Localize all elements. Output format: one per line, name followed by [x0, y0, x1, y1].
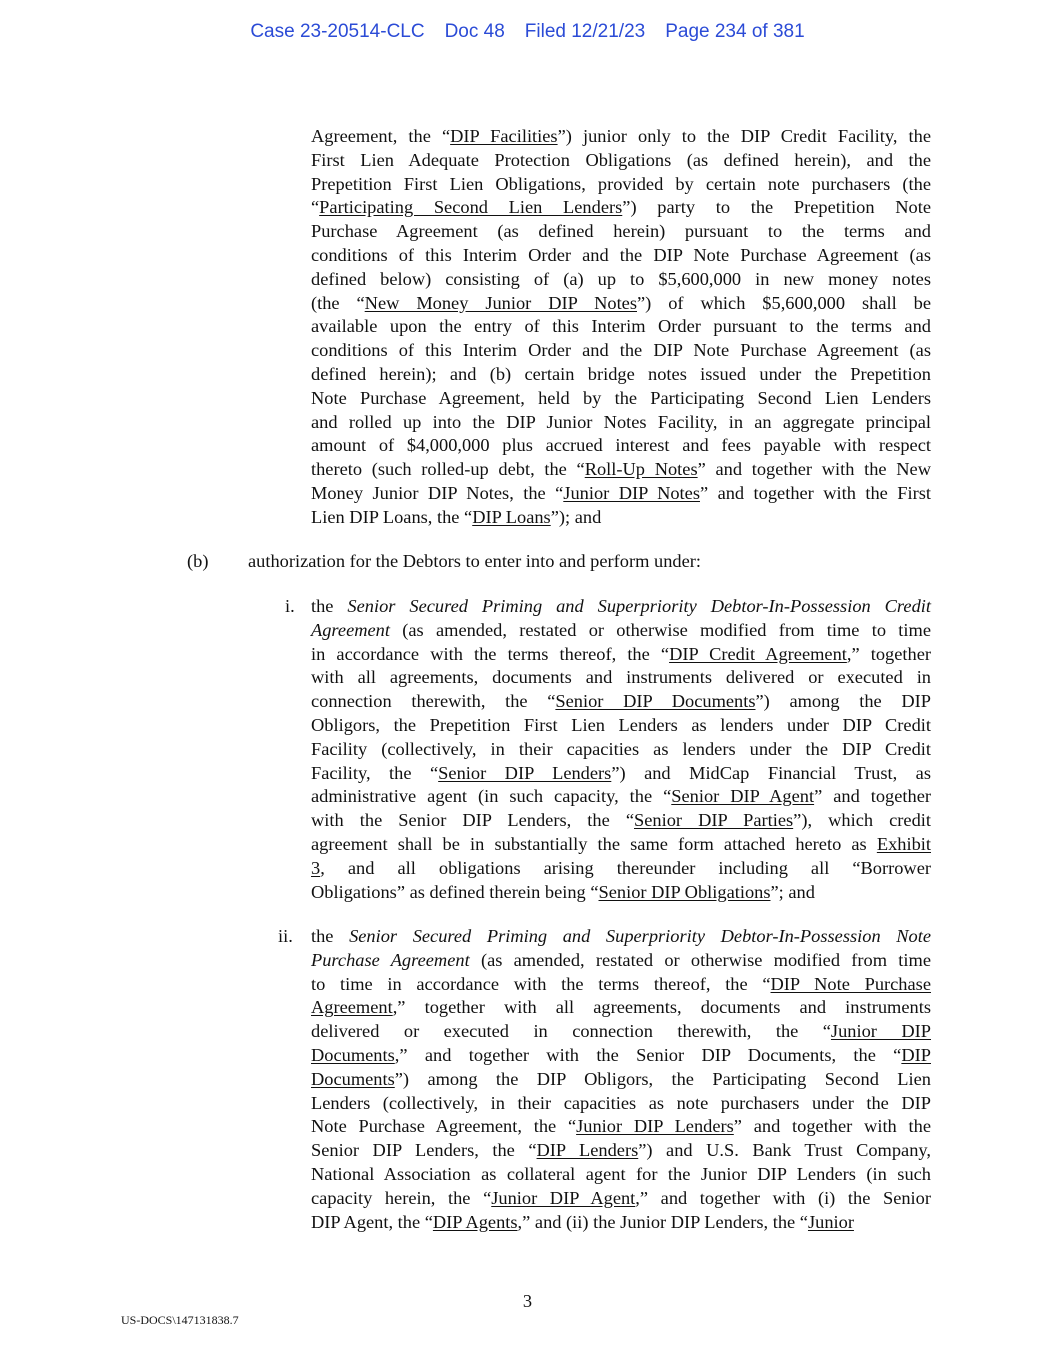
page-number: 3 [522, 1291, 533, 1311]
text-line [311, 315, 931, 339]
text-run: Lien DIP Loans, the “ [311, 506, 473, 527]
defined-term: DIP [901, 1044, 931, 1065]
defined-term: Senior DIP Agent [671, 786, 815, 807]
text-line [311, 434, 931, 458]
text-run: (as amended, restated or otherwise modified from time to time [389, 619, 931, 640]
text-line [311, 1139, 931, 1163]
text-line [311, 125, 931, 149]
defined-term: 3 [311, 857, 321, 878]
case-header [0, 21, 1055, 43]
text-line [311, 196, 931, 220]
case-number: Case 23-20514-CLC [250, 21, 425, 42]
italic-title: Senior Secured Priming and Superpriority Debtor-In-Possession Note [349, 926, 931, 946]
text-line [311, 881, 931, 905]
item-ii-paragraph [311, 925, 931, 1234]
text-line [311, 1068, 931, 1092]
text-run: Obligations” as defined therein being “ [311, 881, 599, 902]
text-line [311, 292, 931, 316]
text-run: thereto (such rolled-up debt, the “ [311, 459, 585, 480]
text-line [311, 809, 931, 833]
defined-term: Senior DIP Parties [634, 810, 794, 831]
text-run: ” and together with the [733, 1116, 931, 1137]
item-b-label: (b) [187, 551, 209, 571]
defined-term: Roll-Up Notes [584, 459, 698, 480]
text-line [311, 363, 931, 387]
defined-term: Junior [807, 1211, 854, 1232]
item-i-paragraph [311, 595, 931, 904]
text-run: Purchase Agreement (as defined herein) pursuant to the terms and [311, 221, 931, 242]
text-run: Lenders (collectively, in their capacities as note purchasers under the DIP [311, 1092, 931, 1113]
text-line [311, 973, 931, 997]
text-run: the [311, 596, 348, 616]
text-run: ”; and [770, 881, 815, 902]
text-run: with the Senior DIP Lenders, the “ [311, 810, 634, 831]
text-line [311, 785, 931, 809]
defined-term: DIP Loans [472, 506, 551, 527]
text-line [311, 1211, 931, 1235]
text-line [311, 411, 931, 435]
text-line [311, 619, 931, 643]
text-line [311, 833, 931, 857]
text-run: Note Purchase Agreement, held by the Participating Second Lien Lenders [311, 387, 931, 408]
text-run: ”) junior only to the DIP Credit Facility, the [557, 126, 931, 146]
text-run: to time in accordance with the terms thereof, the “ [311, 973, 771, 994]
text-run: ”) party to the Prepetition Note [622, 197, 931, 218]
text-run: capacity herein, the “ [311, 1187, 492, 1208]
item-b-text: authorization for the Debtors to enter into and perform under: [248, 551, 701, 571]
defined-term: DIP Credit Agreement [669, 643, 847, 664]
italic-title: Agreement [311, 619, 390, 640]
text-run: conditions of this Interim Order and the DIP Note Purchase Agreement (as [311, 340, 931, 361]
defined-term: Agreement [311, 997, 393, 1018]
text-line [311, 1187, 931, 1211]
text-line [311, 506, 931, 530]
item-i-label: i. [285, 596, 295, 616]
text-run: ”), which credit [793, 810, 931, 831]
text-line [311, 762, 931, 786]
text-run: , and all obligations arising thereunder including all “Borrower [320, 857, 931, 878]
text-run: Facility (collectively, in their capacities as lenders under the DIP Credit [311, 738, 931, 759]
text-run: ,” and together with (i) the Senior [635, 1187, 931, 1208]
text-line [311, 643, 931, 667]
defined-term: Junior DIP [830, 1021, 931, 1042]
text-run: (the “ [311, 292, 365, 313]
defined-term: Senior DIP Lenders [438, 762, 612, 783]
text-run: ”) of which $5,600,000 shall be [637, 292, 931, 313]
text-run: conditions of this Interim Order and the DIP Note Purchase Agreement (as [311, 244, 931, 265]
defined-term: DIP Lenders [536, 1140, 639, 1161]
text-line [311, 220, 931, 244]
text-run: defined herein); and (b) certain bridge notes issued under the Prepetition [311, 363, 931, 384]
text-run: National Association as collateral agent for the Junior DIP Lenders (in such [311, 1163, 931, 1184]
text-run: the [311, 926, 350, 946]
text-line [311, 996, 931, 1020]
text-run: ,” together with all agreements, documents and instruments [392, 997, 931, 1018]
item-ii-label: ii. [278, 926, 293, 946]
text-run: Obligors, the Prepetition First Lien Lenders as lenders under DIP Credit [311, 714, 931, 735]
text-line [311, 1115, 931, 1139]
text-run: administrative agent (in such capacity, the “ [311, 786, 672, 807]
text-run: Facility, the “ [311, 762, 439, 783]
text-run: defined below) consisting of (a) up to $5,600,000 in new money notes [311, 268, 931, 289]
text-line [311, 925, 931, 949]
text-run: in accordance with the terms thereof, the “ [311, 643, 670, 664]
text-run: and rolled up into the DIP Junior Notes Facility, in an aggregate principal [311, 411, 931, 432]
text-line [311, 149, 931, 173]
text-line [311, 244, 931, 268]
text-run: Note Purchase Agreement, the “ [311, 1116, 577, 1137]
text-run: (as amended, restated or otherwise modified from time [469, 949, 931, 970]
text-line [311, 857, 931, 881]
text-run: “ [311, 197, 320, 218]
text-line [311, 1044, 931, 1068]
text-run: ,” together [846, 643, 931, 664]
text-run: delivered or executed in connection therewith, the “ [311, 1021, 831, 1042]
defined-term: New Money Junior DIP Notes [364, 292, 637, 313]
text-line [311, 714, 931, 738]
defined-term: DIP Agents [432, 1211, 518, 1232]
text-run: First Lien Adequate Protection Obligations (as defined herein), and the [311, 149, 931, 170]
text-line [311, 482, 931, 506]
text-run: ”) and U.S. Bank Trust Company, [638, 1140, 931, 1161]
text-line [311, 1092, 931, 1116]
defined-term: Exhibit [876, 833, 931, 854]
text-line [311, 1020, 931, 1044]
document-id: US-DOCS\147131838.7 [121, 1313, 239, 1327]
text-run: Prepetition First Lien Obligations, provided by certain note purchasers (the [311, 173, 931, 194]
text-run: ,” and together with the Senior DIP Documents, the “ [394, 1044, 902, 1065]
defined-term: Junior DIP Notes [563, 482, 700, 503]
text-line [311, 690, 931, 714]
page-indicator: Page 234 of 381 [665, 21, 805, 42]
text-line [311, 173, 931, 197]
text-run: connection therewith, the “ [311, 691, 556, 712]
text-line [311, 738, 931, 762]
text-line [311, 666, 931, 690]
defined-term: Senior DIP Obligations [598, 881, 771, 902]
text-line [311, 458, 931, 482]
italic-title: Senior Secured Priming and Superpriority Debtor-In-Possession Credit [347, 596, 931, 616]
defined-term: DIP Note Purchase [770, 973, 931, 994]
text-line [311, 339, 931, 363]
text-run: ”) and MidCap Financial Trust, as [611, 762, 931, 783]
doc-number: Doc 48 [444, 21, 505, 42]
text-run: with all agreements, documents and instruments delivered or executed in [311, 667, 931, 688]
defined-term: DIP Facilities [450, 126, 558, 146]
text-run: ” and together with the New [697, 459, 931, 480]
defined-term: Junior DIP Lenders [576, 1116, 734, 1137]
text-line [311, 268, 931, 292]
text-run: ”) among the DIP Obligors, the Participating Second Lien [394, 1068, 931, 1089]
text-line [311, 1163, 931, 1187]
text-run: agreement shall be in substantially the same form attached hereto as [311, 833, 877, 854]
defined-term: Participating Second Lien Lenders [319, 197, 623, 218]
text-run: DIP Agent, the “ [311, 1211, 433, 1232]
text-run: Agreement, the “ [311, 126, 451, 146]
text-run: ,” and (ii) the Junior DIP Lenders, the “ [517, 1211, 808, 1232]
text-run: ” and together [814, 786, 931, 807]
text-run: available upon the entry of this Interim Order pursuant to the terms and [311, 316, 931, 337]
text-run: ” and together with the First [699, 482, 931, 503]
text-run: Senior DIP Lenders, the “ [311, 1140, 537, 1161]
text-run: amount of $4,000,000 plus accrued interest and fees payable with respect [311, 435, 931, 456]
filed-date: Filed 12/21/23 [524, 21, 646, 42]
top-paragraph [311, 125, 931, 530]
text-run: Money Junior DIP Notes, the “ [311, 482, 564, 503]
italic-title: Purchase Agreement [311, 949, 470, 970]
text-line [311, 595, 931, 619]
defined-term: Documents [311, 1044, 395, 1065]
text-run: ”) among the DIP [755, 691, 931, 712]
defined-term: Senior DIP Documents [555, 691, 756, 712]
defined-term: Documents [311, 1068, 395, 1089]
text-line [311, 387, 931, 411]
defined-term: Junior DIP Agent [491, 1187, 636, 1208]
text-line [311, 949, 931, 973]
text-run: ”); and [550, 506, 602, 527]
